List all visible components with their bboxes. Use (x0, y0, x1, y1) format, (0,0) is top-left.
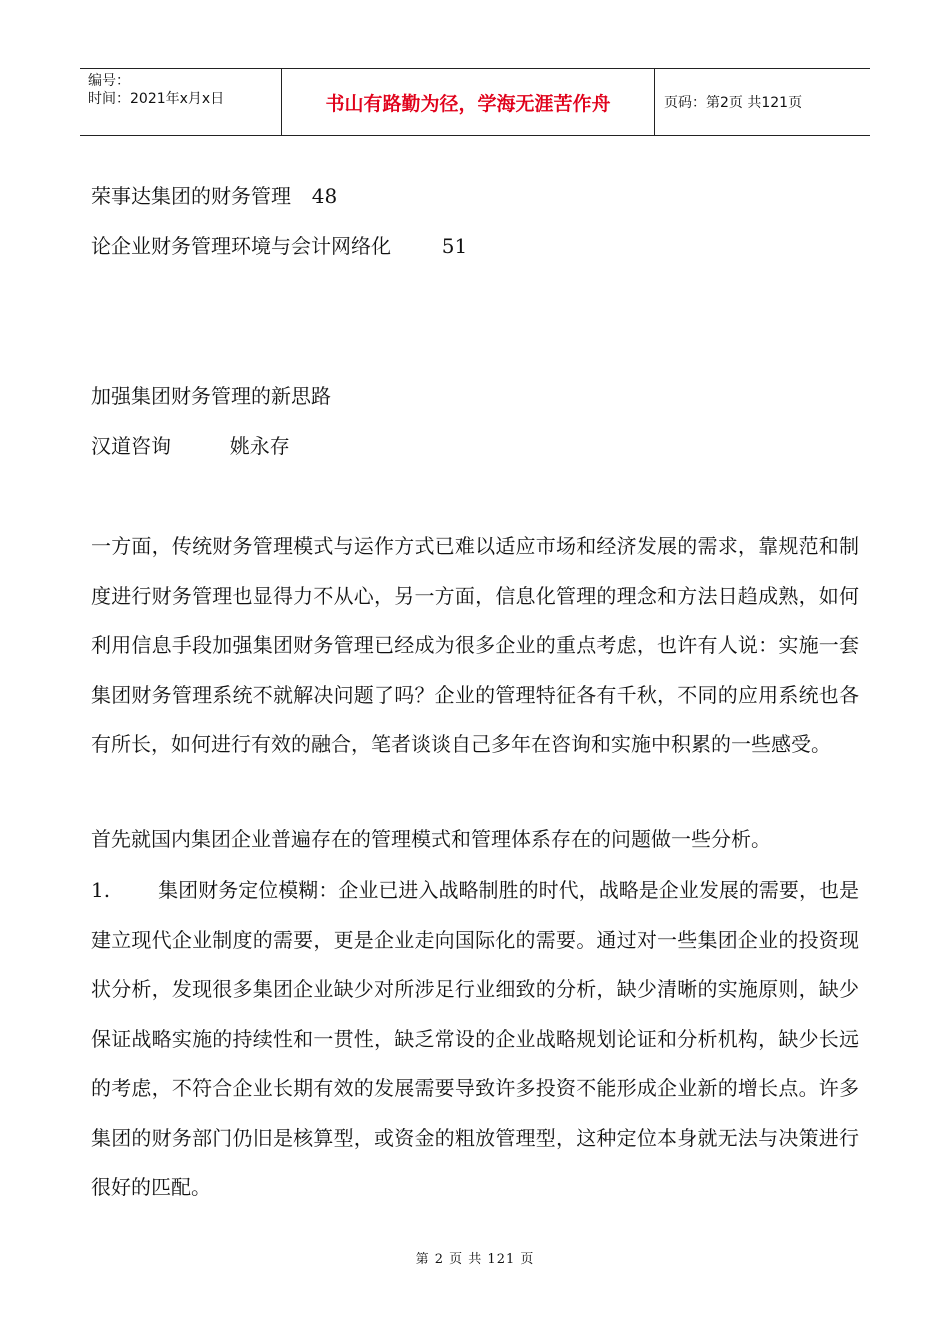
toc-title: 荣事达集团的财务管理 (91, 184, 291, 208)
number-label: 编号： (88, 73, 130, 89)
toc-title: 论企业财务管理环境与会计网络化 (91, 234, 391, 258)
toc-entry (91, 230, 467, 259)
toc-entry (91, 180, 337, 209)
numbered-item (91, 866, 859, 1213)
body-paragraph: 首先就国内集团企业普遍存在的管理模式和管理体系存在的问题做一些分析。 (91, 827, 771, 851)
byline-author: 姚永存 (229, 434, 290, 458)
article-title: 加强集团财务管理的新思路 (91, 384, 331, 408)
toc-page: 51 (441, 234, 468, 258)
toc-page: 48 (311, 184, 338, 208)
header-motto: 书山有路勤为径，学海无涯苦作舟 (282, 69, 655, 135)
time-label: 时间：2021年x月x日 (88, 91, 225, 107)
header-page-info: 页码：第2页 共121页 (664, 95, 803, 111)
page-header (80, 68, 870, 136)
item-text: 集团财务定位模糊：企业已进入战略制胜的时代，战略是企业发展的需要，也是建立现代企业制度的需要，更是企业走向国际化的需要。通过对一些集团企业的投资现状分析，发现很多集团企业缺少对所涉足行业细致的分析，缺少清晰的实施原则，缺少保证战略实施的持续性和一贯性，缺乏常设的企业战略规划论证和分析机构，缺少长远的考虑，不符合企业长期有效的发展需要导致许多投资不能形成企业新的增长点。许多集团的财务部门仍旧是核算型，或资金的粗放管理型，这种定位本身就无法与决策进行很好的匹配。 (91, 878, 859, 1199)
header-meta (80, 69, 282, 135)
byline-org: 汉道咨询 (91, 434, 171, 458)
body-paragraph: 一方面，传统财务管理模式与运作方式已难以适应市场和经济发展的需求，靠规范和制度进行财务管理也显得力不从心，另一方面，信息化管理的理念和方法日趋成熟，如何利用信息手段加强集团财务管理已经成为很多企业的重点考虑，也许有人说：实施一套集团财务管理系统不就解决问题了吗？企业的管理特征各有千秋，不同的应用系统也各有所长，如何进行有效的融合，笔者谈谈自己多年在咨询和实施中积累的一些感受。 (91, 534, 859, 756)
page-footer: 第 2 页 共 121 页 (415, 1252, 535, 1267)
byline (91, 430, 290, 459)
item-number: 1. (91, 878, 111, 902)
